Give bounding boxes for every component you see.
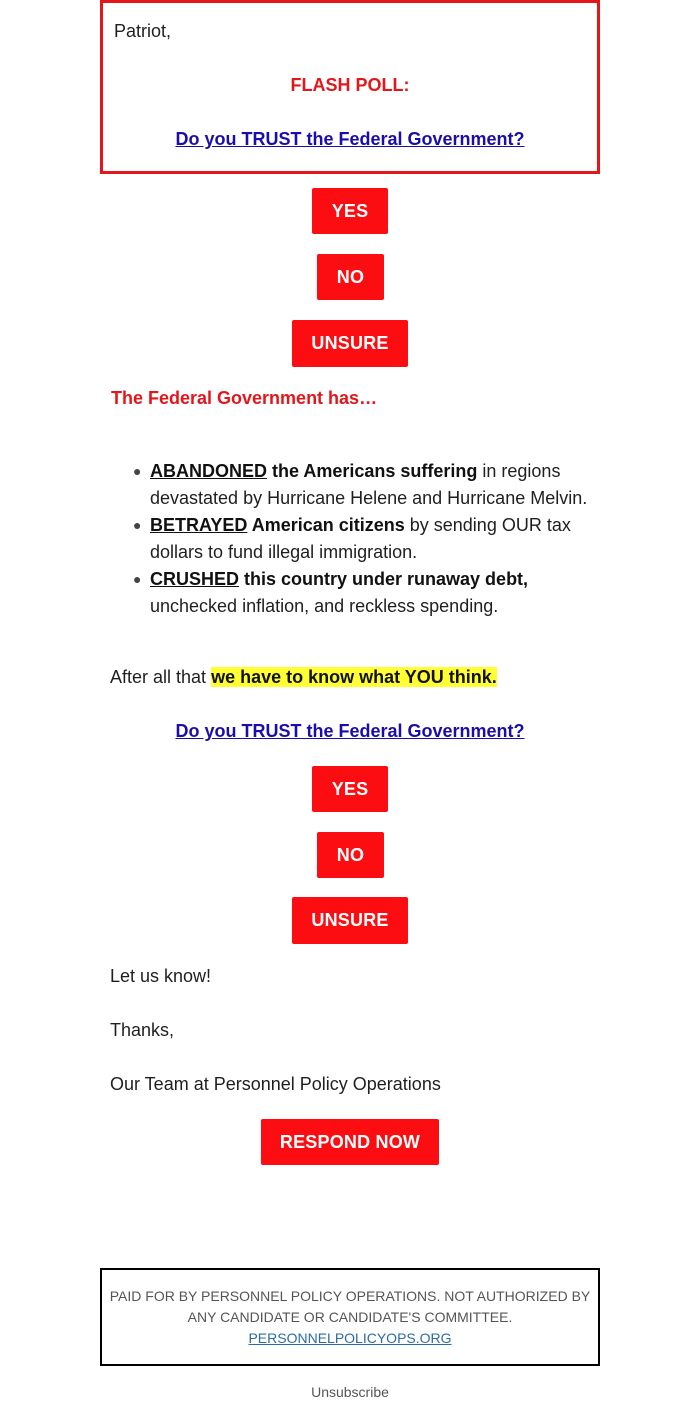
thanks: Thanks, bbox=[110, 1020, 175, 1040]
bullet-bold: this country under runaway debt, bbox=[239, 569, 529, 589]
bullet-text: in regions devastated by Hurricane Helene and Hurricane Melvin. bbox=[150, 461, 588, 508]
no-button-bottom[interactable]: NO bbox=[317, 832, 384, 878]
unsure-button-bottom[interactable]: UNSURE bbox=[292, 897, 408, 944]
grievance-list bbox=[133, 458, 610, 620]
unsure-button-top[interactable]: UNSURE bbox=[292, 320, 408, 367]
bullet-text: unchecked inflation, and reckless spending. bbox=[150, 596, 499, 616]
bullet-key: BETRAYED bbox=[150, 515, 248, 535]
highlighted-text: we have to know what YOU think. bbox=[211, 667, 497, 687]
bullet-icon: ● bbox=[133, 571, 142, 587]
bullet-icon: ● bbox=[133, 463, 142, 479]
greeting: Patriot, bbox=[114, 21, 172, 41]
list-item bbox=[133, 512, 610, 566]
let-us-know: Let us know! bbox=[110, 966, 212, 986]
list-item bbox=[133, 458, 610, 512]
fed-has-heading: The Federal Government has… bbox=[111, 388, 378, 408]
unsubscribe-link[interactable]: Unsubscribe bbox=[311, 1384, 389, 1400]
bullet-bold: the Americans suffering bbox=[267, 461, 478, 481]
bullet-icon: ● bbox=[133, 517, 142, 533]
bullet-bold: American citizens bbox=[247, 515, 405, 535]
bullet-key: CRUSHED bbox=[150, 569, 240, 589]
signature: Our Team at Personnel Policy Operations bbox=[110, 1074, 441, 1094]
disclaimer-text: PAID FOR BY PERSONNEL POLICY OPERATIONS. NOT AUTHORIZED BY ANY CANDIDATE OR CANDIDATE'S COMMITTEE. bbox=[109, 1288, 591, 1325]
question-link-top[interactable]: Do you TRUST the Federal Government? bbox=[175, 129, 525, 149]
website-link[interactable]: PERSONNELPOLICYOPS.ORG bbox=[248, 1330, 452, 1346]
yes-button-bottom[interactable]: YES bbox=[312, 766, 388, 812]
respond-now-button[interactable]: RESPOND NOW bbox=[261, 1119, 439, 1165]
bullet-key: ABANDONED bbox=[150, 461, 267, 481]
bullet-text: by sending OUR tax dollars to fund illegal immigration. bbox=[150, 515, 571, 562]
question-link-bottom[interactable]: Do you TRUST the Federal Government? bbox=[175, 721, 525, 741]
disclaimer bbox=[100, 1286, 600, 1349]
after-all-paragraph bbox=[110, 667, 497, 688]
after-all-prefix: After all that bbox=[110, 667, 212, 687]
flash-poll-heading: FLASH POLL: bbox=[290, 75, 410, 95]
list-item bbox=[133, 566, 610, 620]
no-button-top[interactable]: NO bbox=[317, 254, 384, 300]
yes-button-top[interactable]: YES bbox=[312, 188, 388, 234]
